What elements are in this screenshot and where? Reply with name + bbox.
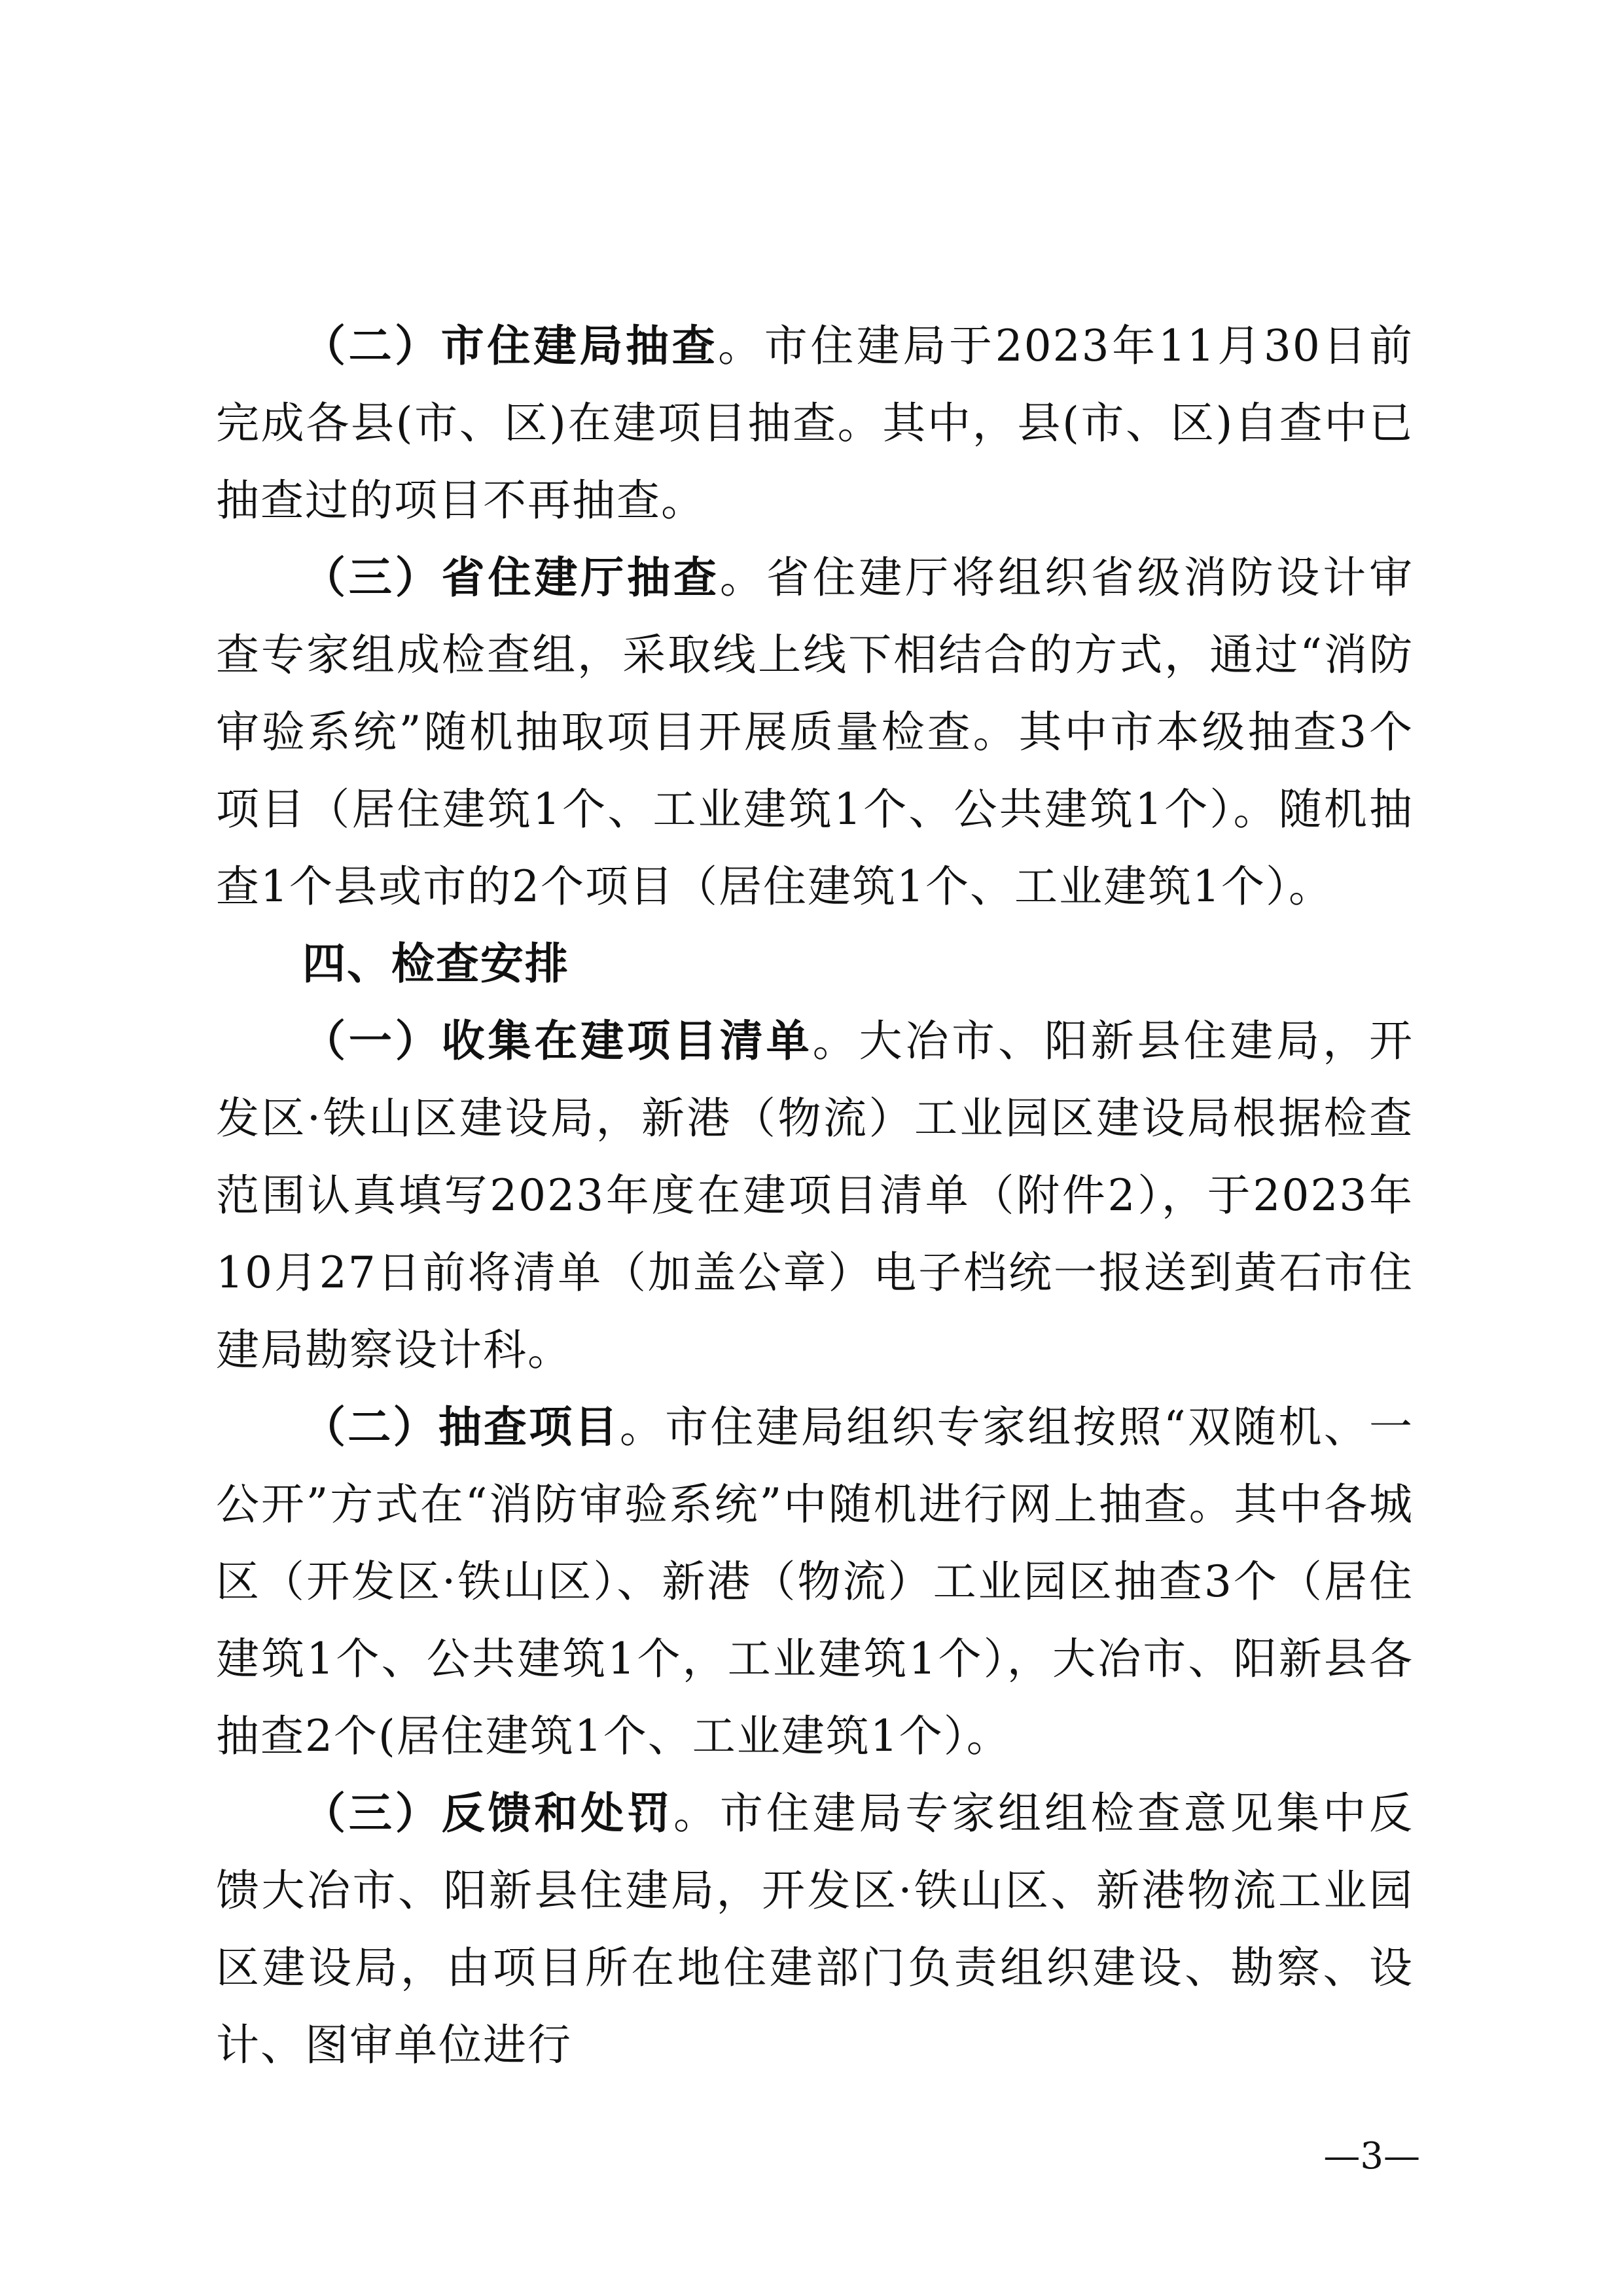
page-number: —3— [1323, 2135, 1420, 2178]
paragraph-text: 。大冶市、阳新县住建局，开发区·铁山区建设局，新港（物流）工业园区建设局根据检查范围认真填写2023年度在建项目清单（附件2），于2023年10月27日前将清单（加盖公章）电子档统一报送到黄石市住建局勘察设计科。 [216, 1016, 1414, 1375]
paragraph-text: 。省住建厅将组织省级消防设计审查专家组成检查组，采取线上线下相结合的方式，通过“消防审验系统”随机抽取项目开展质量检查。其中市本级抽查3个项目（居住建筑1个、工业建筑1个、公共建筑1个）。随机抽查1个县或市的2个项目（居住建筑1个、工业建筑1个）。 [216, 552, 1414, 912]
section-heading: 四、检查安排 [302, 939, 569, 989]
paragraph-province-spot-check [216, 539, 1414, 925]
document-body [216, 308, 1414, 2084]
paragraph-text: 。市住建局专家组组检查意见集中反馈大冶市、阳新县住建局，开发区·铁山区、新港物流工业园区建设局，由项目所在地住建部门负责组织建设、勘察、设计、图审单位进行 [216, 1788, 1414, 2070]
paragraph-lead: （二）市住建局抽查 [302, 321, 719, 371]
paragraph-city-spot-check [216, 308, 1414, 539]
paragraph-collect-project-list [216, 1003, 1414, 1389]
paragraph-spot-check-projects [216, 1389, 1414, 1775]
paragraph-lead: （三）省住建厅抽查 [302, 552, 720, 603]
paragraph-lead: （三）反馈和处罚 [302, 1788, 673, 1839]
paragraph-text: 。市住建局组织专家组按照“双随机、一公开”方式在“消防审验系统”中随机进行网上抽查。其中各城区（开发区·铁山区）、新港（物流）工业园区抽查3个（居住建筑1个、公共建筑1个，工业建筑1个），大冶市、阳新县各抽查2个(居住建筑1个、工业建筑1个）。 [216, 1402, 1414, 1761]
paragraph-lead: （二）抽查项目 [302, 1402, 620, 1452]
paragraph-text: 。市住建局于2023年11月30日前完成各县(市、区)在建项目抽查。其中，县(市、区)自查中已抽查过的项目不再抽查。 [216, 321, 1414, 526]
paragraph-lead: （一）收集在建项目清单 [302, 1016, 813, 1066]
paragraph-feedback-penalty [216, 1775, 1414, 2084]
